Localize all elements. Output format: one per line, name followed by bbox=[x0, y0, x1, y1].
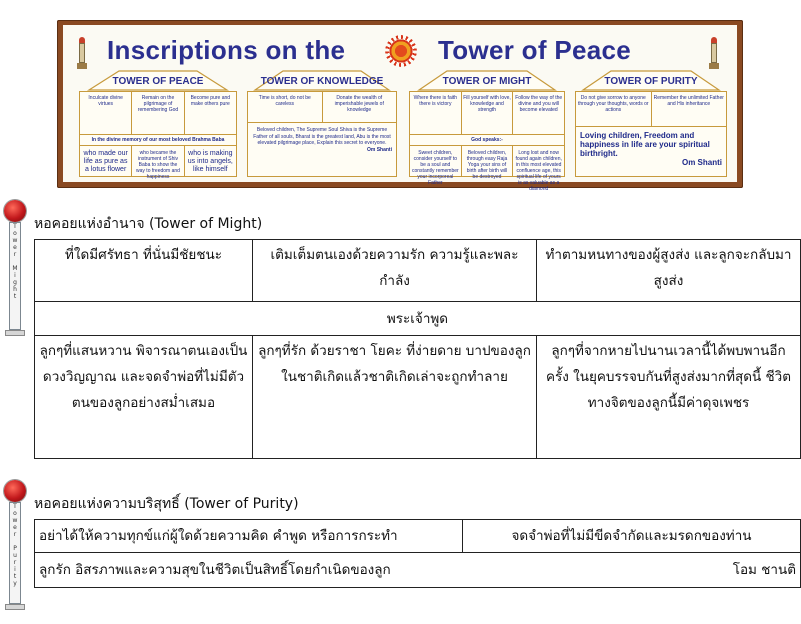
might-row3-cell2: ลูกๆที่รัก ด้วยราชา โยคะ ที่ง่ายดาย บาปของลูกในชาติเกิดแล้วชาติเกิดเล่าจะถูกทำลาย bbox=[253, 336, 537, 459]
purity-name: TOWER OF PURITY bbox=[604, 76, 698, 87]
peace-top-1: Inculcate divine virtues bbox=[80, 92, 132, 134]
might-bottom-2: Beloved children, through easy Raja Yoga your sins of birth after birth will be destroyed bbox=[462, 146, 514, 177]
tower-letter: e bbox=[13, 524, 17, 531]
knowledge-top-2: Donate the wealth of imperishable jewels of knowledge bbox=[334, 95, 384, 113]
might-row1-cell2: เติมเต็มตนเองด้วยความรัก ความรู้และพละกำลัง bbox=[253, 240, 537, 302]
tower-letter: i bbox=[14, 272, 16, 279]
might-top-3: Follow the way of the divine and you will become elevated bbox=[515, 95, 563, 113]
might-top-1: Where there is faith there is victory bbox=[410, 92, 462, 134]
tower-letter: t bbox=[13, 573, 17, 580]
tower-letter: y bbox=[13, 580, 17, 587]
banner-tower-of-peace bbox=[79, 69, 237, 180]
might-table bbox=[34, 239, 801, 459]
peace-top-3: Become pure and make others pure bbox=[190, 95, 231, 107]
tower-letter: t bbox=[13, 293, 17, 300]
sun-emblem-icon bbox=[387, 37, 415, 65]
tower-base-icon bbox=[5, 604, 25, 610]
banner-tower-of-knowledge bbox=[247, 69, 397, 177]
tower-letter: T bbox=[13, 223, 17, 230]
tower-letter: g bbox=[13, 279, 17, 286]
purity-top-1: Do not give sorrow to anyone through your thoughts, words or actions bbox=[576, 92, 652, 126]
tower-letter bbox=[10, 258, 20, 265]
knowledge-top-1: Time is short, do not be careless bbox=[248, 92, 323, 122]
purity-row2-text: ลูกรัก อิสรภาพและความสุขในชีวิตเป็นสิทธิ์โดยกำเนิดของลูก bbox=[39, 562, 391, 578]
purity-row2-om-shanti: โอม ชานติ bbox=[732, 562, 796, 578]
red-orb-icon bbox=[4, 480, 26, 502]
tower-letter: e bbox=[13, 244, 17, 251]
tower-column-icon bbox=[9, 502, 21, 604]
peace-strip: In the divine memory of our most beloved Brahma Baba bbox=[80, 135, 236, 146]
peace-top-2: Remain on the pilgrimage of remembering God bbox=[132, 92, 184, 134]
tower-right-icon bbox=[709, 37, 719, 69]
tower-letter: w bbox=[12, 237, 18, 244]
purity-top-2: Remember the unlimited Father and His inheritance bbox=[653, 95, 724, 107]
might-top-2: Fill yourself with love, knowledge and strength bbox=[462, 92, 514, 134]
tower-letter: i bbox=[14, 566, 16, 573]
might-bottom-1: Sweet children, consider yourself to be a soul and constantly remember your incorporeal Father bbox=[410, 146, 462, 177]
peace-bottom-1: who made our life as pure as a lotus flower bbox=[80, 146, 132, 177]
tower-letter: o bbox=[13, 230, 17, 237]
purity-row2 bbox=[35, 553, 801, 588]
might-name: TOWER OF MIGHT bbox=[442, 76, 532, 87]
tower-column-icon bbox=[9, 222, 21, 330]
tower-letter: r bbox=[13, 251, 17, 258]
might-row3-cell3: ลูกๆที่จากหายไปนานเวลานี้ได้พบพานอีกครั้ง ในยุคบรรจบกันที่สูงส่งมากที่สุดนี้ ชีวิตทางจิตของลูกนี้มีค่าดุจเพชร bbox=[537, 336, 801, 459]
tower-left-icon bbox=[77, 37, 87, 69]
tower-letter: o bbox=[13, 510, 17, 517]
might-row1-cell1: ที่ใดมีศรัทธา ที่นั่นมีชัยชนะ bbox=[35, 240, 253, 302]
knowledge-paragraph: Beloved children, The Supreme Soul Shiva is the Supreme Father of all souls, Bharat is the greatest land, Abu is the most elevated pilgrimage place, Explain this secret to everyone. Om Shanti bbox=[253, 127, 392, 153]
inscriptions-banner-photo bbox=[57, 20, 743, 192]
tower-letter: P bbox=[13, 545, 17, 552]
peace-bottom-3: who is making us into angels, like himself bbox=[187, 150, 233, 173]
purity-row1-cell1: อย่าได้ให้ความทุกข์แก่ผู้ใดด้วยความคิด คำพูด หรือการกระทำ bbox=[35, 520, 463, 553]
tower-letter bbox=[10, 538, 20, 545]
might-strip: God speaks:- bbox=[410, 135, 564, 146]
tower-letter: u bbox=[13, 552, 17, 559]
might-god-speaks: พระเจ้าพูด bbox=[35, 302, 801, 336]
tower-of-purity-icon bbox=[4, 480, 26, 612]
purity-table bbox=[34, 519, 801, 588]
tower-letter: r bbox=[13, 531, 17, 538]
tower-letter: h bbox=[13, 286, 17, 293]
purity-section-title: หอคอยแห่งความบริสุทธิ์ (Tower of Purity) bbox=[34, 496, 299, 512]
banner-title-left: Inscriptions on the bbox=[107, 35, 346, 65]
tower-of-might-icon bbox=[4, 200, 26, 338]
purity-row1-cell2: จดจำพ่อที่ไม่มีขีดจำกัดและมรดกของท่าน bbox=[463, 520, 801, 553]
peace-bottom-2: who became the instrument of Shiv Baba to show the way to freedom and happiness bbox=[132, 146, 184, 177]
banner-title-row bbox=[63, 33, 737, 67]
tower-letter: M bbox=[12, 265, 18, 272]
banner-tower-of-might bbox=[409, 69, 565, 192]
purity-paragraph: Loving children, Freedom and happiness in life are your spiritual birthright. Om Shanti bbox=[580, 131, 722, 167]
might-row1-cell3: ทำตามหนทางของผู้สูงส่ง และลูกจะกลับมาสูงส่ง bbox=[537, 240, 801, 302]
tower-letter: T bbox=[13, 503, 17, 510]
might-section-title: หอคอยแห่งอำนาจ (Tower of Might) bbox=[34, 216, 263, 232]
banner-title-right: Tower of Peace bbox=[438, 35, 632, 65]
banner-tower-of-purity bbox=[575, 69, 727, 177]
might-row3-cell1: ลูกๆที่แสนหวาน พิจารณาตนเองเป็นดวงวิญญาณ และจดจำพ่อที่ไม่มีตัวตนของลูกอย่างสม่ำเสมอ bbox=[35, 336, 253, 459]
might-bottom-3: Long lost and now found again children, in this most elevated confluence age, this spiritual life of yours is as valuable as a diamond bbox=[515, 150, 562, 192]
red-orb-icon bbox=[4, 200, 26, 222]
peace-name: TOWER OF PEACE bbox=[112, 76, 204, 87]
banner-board bbox=[63, 25, 737, 192]
tower-letter: r bbox=[13, 559, 17, 566]
knowledge-name: TOWER OF KNOWLEDGE bbox=[260, 76, 384, 87]
tower-base-icon bbox=[5, 330, 25, 336]
tower-letter: w bbox=[12, 517, 18, 524]
